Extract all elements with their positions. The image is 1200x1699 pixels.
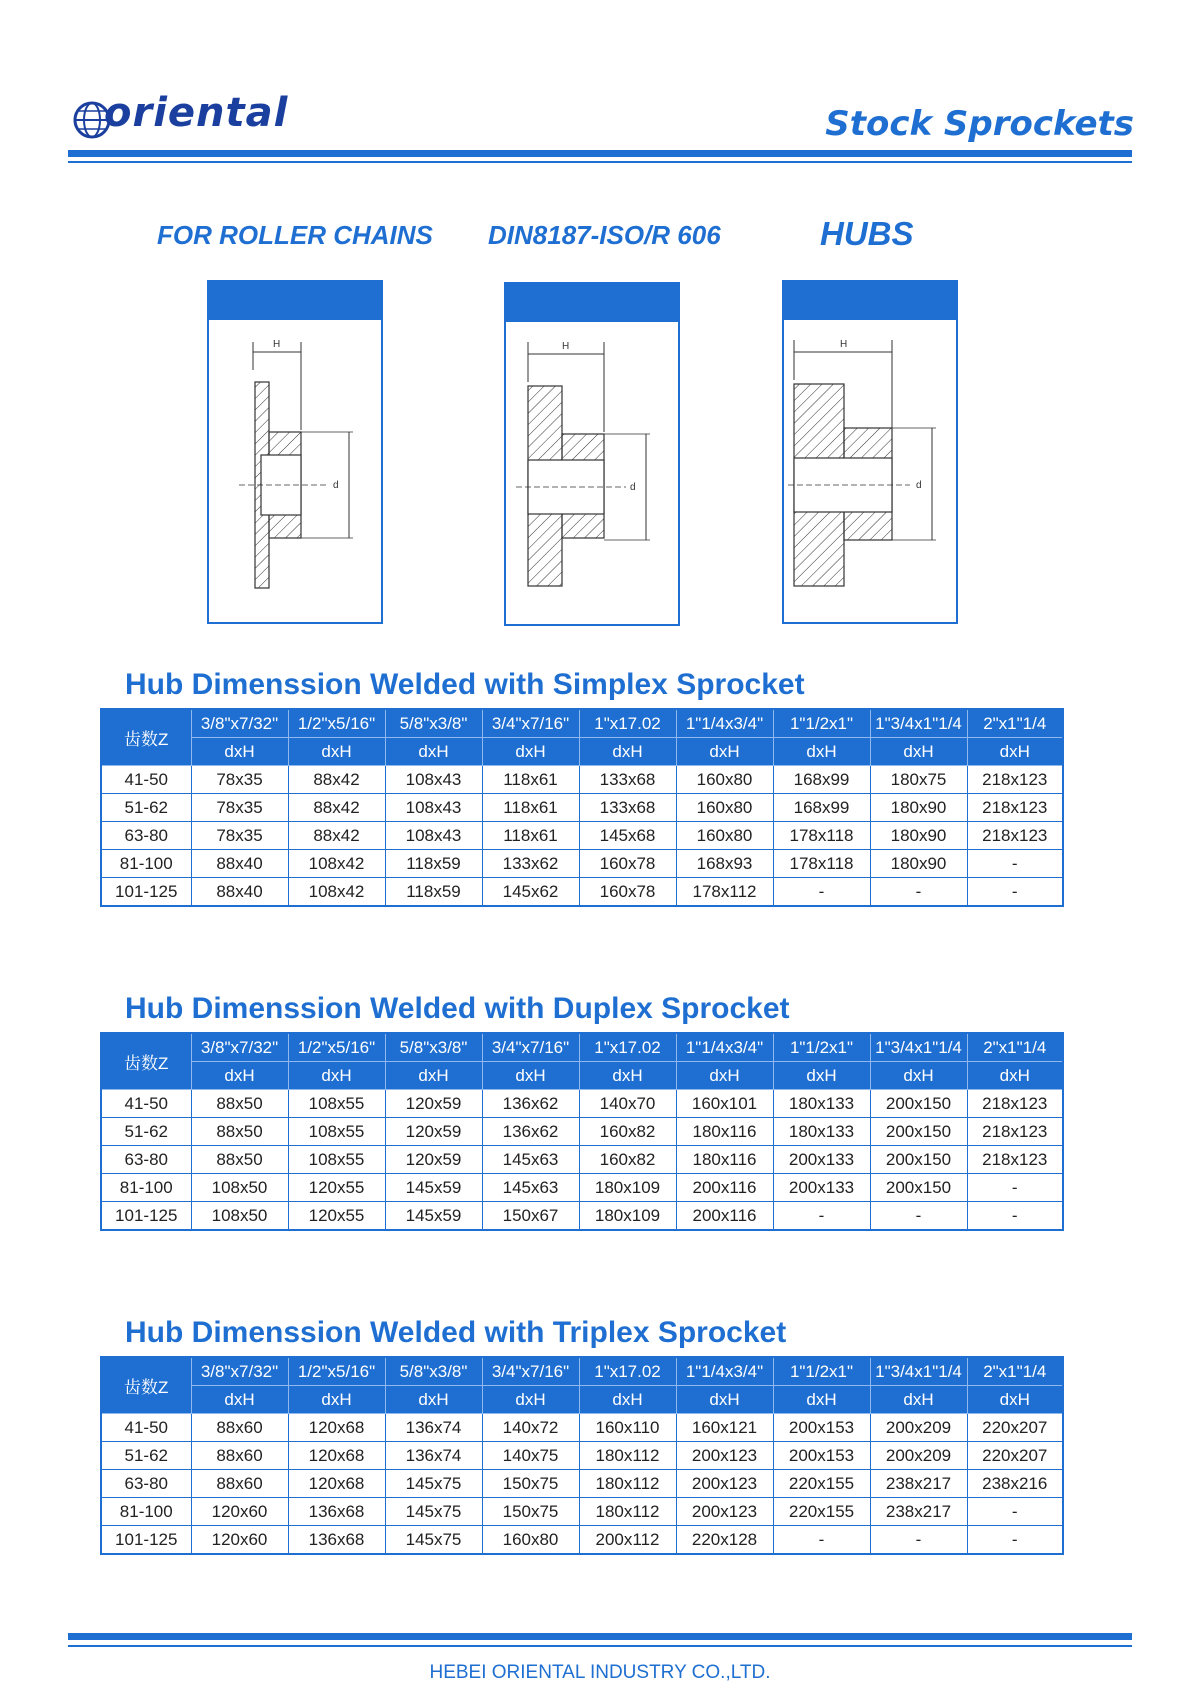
dimension-cell: - bbox=[967, 1174, 1063, 1202]
dimension-cell: - bbox=[967, 1202, 1063, 1231]
unit-header: dxH bbox=[676, 1386, 773, 1414]
teeth-count-header: 齿数Z bbox=[101, 709, 191, 766]
dimension-cell: 120x68 bbox=[288, 1414, 385, 1442]
dimension-cell: 88x50 bbox=[191, 1118, 288, 1146]
diameter-label: d bbox=[916, 480, 922, 491]
dimension-cell: 200x133 bbox=[773, 1146, 870, 1174]
triplex-dimension-table bbox=[100, 1356, 1064, 1555]
dimension-cell: 178x112 bbox=[676, 878, 773, 907]
dimension-cell: 180x90 bbox=[870, 850, 967, 878]
dimension-cell: 200x150 bbox=[870, 1090, 967, 1118]
unit-header: dxH bbox=[967, 1386, 1063, 1414]
unit-header: dxH bbox=[482, 738, 579, 766]
chain-size-header: 1"x17.02 bbox=[579, 1033, 676, 1062]
dimension-cell: 140x75 bbox=[482, 1442, 579, 1470]
dimension-cell: 78x35 bbox=[191, 794, 288, 822]
dimension-cell: - bbox=[773, 878, 870, 907]
unit-header: dxH bbox=[676, 738, 773, 766]
teeth-range-cell: 51-62 bbox=[101, 1118, 191, 1146]
logo-text: oriental bbox=[104, 90, 289, 136]
table-row bbox=[101, 1090, 1063, 1118]
height-label: H bbox=[273, 339, 281, 350]
dimension-cell: 78x35 bbox=[191, 822, 288, 850]
dimension-cell: 160x121 bbox=[676, 1414, 773, 1442]
chain-size-header: 1"1/4x3/4" bbox=[676, 709, 773, 738]
teeth-range-cell: 81-100 bbox=[101, 1174, 191, 1202]
dimension-cell: 200x133 bbox=[773, 1174, 870, 1202]
duplex-table-title: Hub Dimenssion Welded with Duplex Sprocket bbox=[125, 992, 790, 1025]
simplex-table-title: Hub Dimenssion Welded with Simplex Sprocket bbox=[125, 668, 805, 701]
dimension-cell: 133x68 bbox=[579, 794, 676, 822]
dimension-cell: 180x112 bbox=[579, 1498, 676, 1526]
chain-size-header: 1"1/4x3/4" bbox=[676, 1033, 773, 1062]
dimension-cell: 180x109 bbox=[579, 1202, 676, 1231]
dimension-cell: 108x42 bbox=[288, 878, 385, 907]
dimension-cell: 200x209 bbox=[870, 1442, 967, 1470]
dimension-cell: 160x78 bbox=[579, 878, 676, 907]
unit-header: dxH bbox=[870, 1386, 967, 1414]
unit-header: dxH bbox=[967, 738, 1063, 766]
dimension-cell: 200x150 bbox=[870, 1174, 967, 1202]
simplex-sprocket-drawing bbox=[209, 320, 381, 620]
diagram-header-bar bbox=[784, 282, 956, 320]
company-logo bbox=[72, 90, 289, 146]
unit-header: dxH bbox=[870, 1062, 967, 1090]
unit-header: dxH bbox=[385, 1386, 482, 1414]
simplex-hub-diagram bbox=[207, 280, 383, 624]
dimension-cell: 108x42 bbox=[288, 850, 385, 878]
dimension-cell: 108x55 bbox=[288, 1146, 385, 1174]
dimension-cell: 120x59 bbox=[385, 1090, 482, 1118]
teeth-range-cell: 101-125 bbox=[101, 1202, 191, 1231]
dimension-cell: 180x133 bbox=[773, 1090, 870, 1118]
header-divider-thin bbox=[68, 161, 1132, 163]
unit-header: dxH bbox=[191, 738, 288, 766]
dimension-cell: 108x50 bbox=[191, 1174, 288, 1202]
unit-header: dxH bbox=[385, 738, 482, 766]
dimension-cell: 136x62 bbox=[482, 1118, 579, 1146]
unit-header: dxH bbox=[288, 1386, 385, 1414]
chain-size-header: 1"3/4x1"1/4 bbox=[870, 1357, 967, 1386]
dimension-cell: 160x82 bbox=[579, 1146, 676, 1174]
unit-header: dxH bbox=[288, 738, 385, 766]
unit-header: dxH bbox=[579, 1062, 676, 1090]
dimension-cell: 145x59 bbox=[385, 1202, 482, 1231]
table-row bbox=[101, 766, 1063, 794]
teeth-range-cell: 63-80 bbox=[101, 822, 191, 850]
unit-header: dxH bbox=[773, 1062, 870, 1090]
height-label: H bbox=[840, 339, 848, 350]
dimension-cell: 118x59 bbox=[385, 878, 482, 907]
chain-size-header: 5/8"x3/8" bbox=[385, 1357, 482, 1386]
chain-size-header: 1"1/2x1" bbox=[773, 1033, 870, 1062]
dimension-cell: 88x42 bbox=[288, 766, 385, 794]
dimension-cell: 150x67 bbox=[482, 1202, 579, 1231]
dimension-cell: 180x116 bbox=[676, 1118, 773, 1146]
dimension-cell: 120x60 bbox=[191, 1498, 288, 1526]
unit-header: dxH bbox=[191, 1386, 288, 1414]
dimension-cell: 160x110 bbox=[579, 1414, 676, 1442]
footer-divider bbox=[68, 1633, 1132, 1640]
subheading-hubs: HUBS bbox=[820, 215, 914, 252]
dimension-cell: 145x75 bbox=[385, 1526, 482, 1555]
dimension-cell: 200x153 bbox=[773, 1442, 870, 1470]
dimension-cell: 145x62 bbox=[482, 878, 579, 907]
dimension-cell: 200x112 bbox=[579, 1526, 676, 1555]
chain-size-header: 3/4"x7/16" bbox=[482, 1357, 579, 1386]
table-row bbox=[101, 1470, 1063, 1498]
teeth-range-cell: 63-80 bbox=[101, 1470, 191, 1498]
dimension-cell: 200x123 bbox=[676, 1470, 773, 1498]
dimension-cell: 218x123 bbox=[967, 766, 1063, 794]
dimension-cell: 120x68 bbox=[288, 1470, 385, 1498]
dimension-cell: 178x118 bbox=[773, 822, 870, 850]
dimension-cell: 145x68 bbox=[579, 822, 676, 850]
table-row bbox=[101, 878, 1063, 907]
dimension-cell: 133x62 bbox=[482, 850, 579, 878]
dimension-cell: 108x43 bbox=[385, 794, 482, 822]
dimension-cell: 180x112 bbox=[579, 1470, 676, 1498]
teeth-range-cell: 63-80 bbox=[101, 1146, 191, 1174]
dimension-cell: 118x61 bbox=[482, 766, 579, 794]
dimension-cell: - bbox=[967, 850, 1063, 878]
dimension-cell: 78x35 bbox=[191, 766, 288, 794]
dimension-cell: 218x123 bbox=[967, 794, 1063, 822]
dimension-cell: 200x153 bbox=[773, 1414, 870, 1442]
duplex-hub-diagram bbox=[504, 282, 680, 626]
dimension-cell: 118x61 bbox=[482, 794, 579, 822]
chain-size-header: 1"3/4x1"1/4 bbox=[870, 1033, 967, 1062]
teeth-range-cell: 51-62 bbox=[101, 1442, 191, 1470]
subheading-roller-chains: FOR ROLLER CHAINS bbox=[157, 220, 433, 250]
dimension-cell: 140x70 bbox=[579, 1090, 676, 1118]
dimension-cell: 108x43 bbox=[385, 822, 482, 850]
dimension-cell: 168x99 bbox=[773, 794, 870, 822]
page-title: Stock Sprockets bbox=[825, 104, 1134, 144]
company-footer: HEBEI ORIENTAL INDUSTRY CO.,LTD. bbox=[429, 1662, 771, 1683]
chain-size-header: 3/4"x7/16" bbox=[482, 709, 579, 738]
dimension-cell: 88x60 bbox=[191, 1414, 288, 1442]
dimension-cell: 218x123 bbox=[967, 1146, 1063, 1174]
dimension-cell: 120x68 bbox=[288, 1442, 385, 1470]
dimension-cell: 108x55 bbox=[288, 1090, 385, 1118]
dimension-cell: 120x55 bbox=[288, 1202, 385, 1231]
simplex-dimension-table bbox=[100, 708, 1064, 907]
dimension-cell: 88x50 bbox=[191, 1090, 288, 1118]
teeth-range-cell: 101-125 bbox=[101, 1526, 191, 1555]
dimension-cell: 200x116 bbox=[676, 1174, 773, 1202]
table-row bbox=[101, 1414, 1063, 1442]
dimension-cell: 220x128 bbox=[676, 1526, 773, 1555]
dimension-cell: 160x80 bbox=[482, 1526, 579, 1555]
dimension-cell: 238x216 bbox=[967, 1470, 1063, 1498]
chain-size-header: 5/8"x3/8" bbox=[385, 1033, 482, 1062]
dimension-cell: 160x78 bbox=[579, 850, 676, 878]
unit-header: dxH bbox=[191, 1062, 288, 1090]
dimension-cell: 218x123 bbox=[967, 1090, 1063, 1118]
diagram-header-bar bbox=[209, 282, 381, 320]
dimension-cell: 145x63 bbox=[482, 1146, 579, 1174]
unit-header: dxH bbox=[579, 738, 676, 766]
dimension-cell: 160x82 bbox=[579, 1118, 676, 1146]
dimension-cell: 180x90 bbox=[870, 822, 967, 850]
unit-header: dxH bbox=[482, 1062, 579, 1090]
dimension-cell: - bbox=[870, 878, 967, 907]
chain-size-header: 3/8"x7/32" bbox=[191, 709, 288, 738]
dimension-cell: 200x209 bbox=[870, 1414, 967, 1442]
dimension-cell: 238x217 bbox=[870, 1498, 967, 1526]
dimension-cell: 180x109 bbox=[579, 1174, 676, 1202]
dimension-cell: 108x43 bbox=[385, 766, 482, 794]
dimension-cell: 200x150 bbox=[870, 1146, 967, 1174]
chain-size-header: 3/8"x7/32" bbox=[191, 1357, 288, 1386]
diameter-label: d bbox=[333, 480, 339, 491]
teeth-range-cell: 101-125 bbox=[101, 878, 191, 907]
dimension-cell: - bbox=[967, 1498, 1063, 1526]
table-row bbox=[101, 850, 1063, 878]
chain-size-header: 1"x17.02 bbox=[579, 1357, 676, 1386]
dimension-cell: 160x101 bbox=[676, 1090, 773, 1118]
dimension-cell: 140x72 bbox=[482, 1414, 579, 1442]
dimension-cell: 218x123 bbox=[967, 1118, 1063, 1146]
dimension-cell: 136x74 bbox=[385, 1442, 482, 1470]
dimension-cell: 88x42 bbox=[288, 822, 385, 850]
unit-header: dxH bbox=[773, 1386, 870, 1414]
unit-header: dxH bbox=[385, 1062, 482, 1090]
triplex-sprocket-drawing bbox=[784, 320, 956, 620]
teeth-range-cell: 41-50 bbox=[101, 1414, 191, 1442]
table-row bbox=[101, 1202, 1063, 1231]
dimension-cell: 118x59 bbox=[385, 850, 482, 878]
table-row bbox=[101, 822, 1063, 850]
dimension-cell: 168x93 bbox=[676, 850, 773, 878]
table-row bbox=[101, 1526, 1063, 1555]
dimension-cell: 168x99 bbox=[773, 766, 870, 794]
dimension-cell: - bbox=[773, 1202, 870, 1231]
dimension-cell: 120x59 bbox=[385, 1146, 482, 1174]
dimension-cell: 120x60 bbox=[191, 1526, 288, 1555]
diagram-header-bar bbox=[506, 284, 678, 322]
chain-size-header: 2"x1"1/4 bbox=[967, 1357, 1063, 1386]
dimension-cell: 145x59 bbox=[385, 1174, 482, 1202]
dimension-cell: - bbox=[870, 1526, 967, 1555]
chain-size-header: 1"1/4x3/4" bbox=[676, 1357, 773, 1386]
dimension-cell: 118x61 bbox=[482, 822, 579, 850]
unit-header: dxH bbox=[579, 1386, 676, 1414]
chain-size-header: 3/8"x7/32" bbox=[191, 1033, 288, 1062]
chain-size-header: 3/4"x7/16" bbox=[482, 1033, 579, 1062]
teeth-range-cell: 41-50 bbox=[101, 1090, 191, 1118]
dimension-cell: - bbox=[967, 1526, 1063, 1555]
dimension-cell: 145x63 bbox=[482, 1174, 579, 1202]
dimension-cell: 160x80 bbox=[676, 822, 773, 850]
dimension-cell: 180x133 bbox=[773, 1118, 870, 1146]
dimension-cell: 160x80 bbox=[676, 794, 773, 822]
dimension-cell: 108x50 bbox=[191, 1202, 288, 1231]
dimension-cell: 145x75 bbox=[385, 1470, 482, 1498]
dimension-cell: 88x42 bbox=[288, 794, 385, 822]
unit-header: dxH bbox=[773, 738, 870, 766]
dimension-cell: 200x150 bbox=[870, 1118, 967, 1146]
table-row bbox=[101, 1442, 1063, 1470]
unit-header: dxH bbox=[482, 1386, 579, 1414]
dimension-cell: 238x217 bbox=[870, 1470, 967, 1498]
dimension-cell: 218x123 bbox=[967, 822, 1063, 850]
dimension-cell: 88x60 bbox=[191, 1470, 288, 1498]
unit-header: dxH bbox=[967, 1062, 1063, 1090]
chain-size-header: 1"3/4x1"1/4 bbox=[870, 709, 967, 738]
dimension-cell: 200x116 bbox=[676, 1202, 773, 1231]
teeth-range-cell: 41-50 bbox=[101, 766, 191, 794]
teeth-count-header: 齿数Z bbox=[101, 1357, 191, 1414]
chain-size-header: 1"x17.02 bbox=[579, 709, 676, 738]
dimension-cell: 136x68 bbox=[288, 1526, 385, 1555]
teeth-range-cell: 51-62 bbox=[101, 794, 191, 822]
dimension-cell: 180x75 bbox=[870, 766, 967, 794]
dimension-cell: 136x74 bbox=[385, 1414, 482, 1442]
dimension-cell: 220x155 bbox=[773, 1470, 870, 1498]
dimension-cell: 88x40 bbox=[191, 878, 288, 907]
dimension-cell: 220x207 bbox=[967, 1442, 1063, 1470]
diameter-label: d bbox=[630, 482, 636, 493]
header-divider bbox=[68, 150, 1132, 157]
dimension-cell: 133x68 bbox=[579, 766, 676, 794]
dimension-cell: 178x118 bbox=[773, 850, 870, 878]
chain-size-header: 1/2"x5/16" bbox=[288, 709, 385, 738]
teeth-range-cell: 81-100 bbox=[101, 850, 191, 878]
dimension-cell: 136x68 bbox=[288, 1498, 385, 1526]
dimension-cell: 136x62 bbox=[482, 1090, 579, 1118]
teeth-range-cell: 81-100 bbox=[101, 1498, 191, 1526]
dimension-cell: 88x50 bbox=[191, 1146, 288, 1174]
dimension-cell: 145x75 bbox=[385, 1498, 482, 1526]
dimension-cell: 200x123 bbox=[676, 1498, 773, 1526]
teeth-count-header: 齿数Z bbox=[101, 1033, 191, 1090]
dimension-cell: 108x55 bbox=[288, 1118, 385, 1146]
chain-size-header: 5/8"x3/8" bbox=[385, 709, 482, 738]
footer-divider-thin bbox=[68, 1645, 1132, 1647]
chain-size-header: 1/2"x5/16" bbox=[288, 1357, 385, 1386]
chain-size-header: 1"1/2x1" bbox=[773, 709, 870, 738]
table-row bbox=[101, 1146, 1063, 1174]
chain-size-header: 2"x1"1/4 bbox=[967, 709, 1063, 738]
dimension-cell: 160x80 bbox=[676, 766, 773, 794]
dimension-cell: 88x60 bbox=[191, 1442, 288, 1470]
table-row bbox=[101, 1118, 1063, 1146]
duplex-sprocket-drawing bbox=[506, 322, 678, 622]
dimension-cell: 220x155 bbox=[773, 1498, 870, 1526]
duplex-dimension-table bbox=[100, 1032, 1064, 1231]
dimension-cell: 180x116 bbox=[676, 1146, 773, 1174]
dimension-cell: 120x55 bbox=[288, 1174, 385, 1202]
dimension-cell: 88x40 bbox=[191, 850, 288, 878]
table-row bbox=[101, 1498, 1063, 1526]
chain-size-header: 1"1/2x1" bbox=[773, 1357, 870, 1386]
dimension-cell: - bbox=[967, 878, 1063, 907]
triplex-table-title: Hub Dimenssion Welded with Triplex Sprocket bbox=[125, 1316, 787, 1349]
dimension-cell: 180x112 bbox=[579, 1442, 676, 1470]
height-label: H bbox=[562, 341, 570, 352]
triplex-hub-diagram bbox=[782, 280, 958, 624]
subheading-standard: DIN8187-ISO/R 606 bbox=[488, 220, 721, 250]
dimension-cell: - bbox=[773, 1526, 870, 1555]
dimension-cell: 150x75 bbox=[482, 1498, 579, 1526]
unit-header: dxH bbox=[676, 1062, 773, 1090]
dimension-cell: - bbox=[870, 1202, 967, 1231]
unit-header: dxH bbox=[870, 738, 967, 766]
table-row bbox=[101, 1174, 1063, 1202]
chain-size-header: 2"x1"1/4 bbox=[967, 1033, 1063, 1062]
dimension-cell: 200x123 bbox=[676, 1442, 773, 1470]
table-row bbox=[101, 794, 1063, 822]
chain-size-header: 1/2"x5/16" bbox=[288, 1033, 385, 1062]
dimension-cell: 150x75 bbox=[482, 1470, 579, 1498]
unit-header: dxH bbox=[288, 1062, 385, 1090]
dimension-cell: 220x207 bbox=[967, 1414, 1063, 1442]
dimension-cell: 180x90 bbox=[870, 794, 967, 822]
dimension-cell: 120x59 bbox=[385, 1118, 482, 1146]
